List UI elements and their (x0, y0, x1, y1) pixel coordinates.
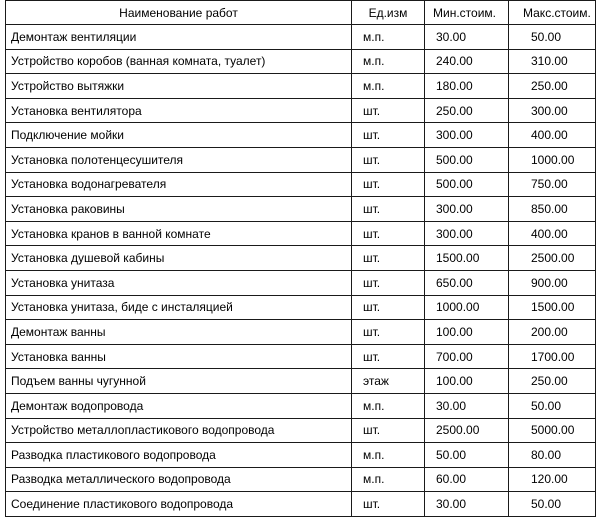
cell-max-price: 50.00 (509, 25, 596, 50)
table-row (6, 147, 596, 172)
cell-max-price: 250.00 (509, 74, 596, 99)
cell-max-price: 1500.00 (509, 295, 596, 320)
cell-work-name: Установка душевой кабины (6, 246, 352, 271)
table-row (6, 197, 596, 222)
cell-work-name: Устройство коробов (ванная комната, туалет) (6, 49, 352, 74)
cell-min-price: 1500.00 (425, 246, 509, 271)
cell-min-price: 30.00 (425, 393, 509, 418)
cell-unit: шт. (352, 246, 425, 271)
table-body (6, 25, 596, 517)
cell-max-price: 300.00 (509, 98, 596, 123)
cell-min-price: 100.00 (425, 369, 509, 394)
cell-min-price: 50.00 (425, 443, 509, 468)
cell-max-price: 120.00 (509, 467, 596, 492)
table-row (6, 246, 596, 271)
cell-max-price: 50.00 (509, 492, 596, 517)
cell-unit: м.п. (352, 393, 425, 418)
cell-min-price: 240.00 (425, 49, 509, 74)
cell-max-price: 1000.00 (509, 147, 596, 172)
cell-max-price: 900.00 (509, 270, 596, 295)
cell-min-price: 500.00 (425, 147, 509, 172)
cell-unit: этаж (352, 369, 425, 394)
cell-max-price: 1700.00 (509, 344, 596, 369)
cell-max-price: 2500.00 (509, 246, 596, 271)
price-table (5, 0, 596, 517)
cell-work-name: Соединение пластикового водопровода (6, 492, 352, 517)
cell-unit: шт. (352, 98, 425, 123)
cell-work-name: Демонтаж вентиляции (6, 25, 352, 50)
header-max-price: Макс.стоим. (509, 1, 596, 25)
cell-min-price: 650.00 (425, 270, 509, 295)
table-row (6, 98, 596, 123)
cell-unit: шт. (352, 344, 425, 369)
cell-min-price: 300.00 (425, 221, 509, 246)
cell-unit: шт. (352, 147, 425, 172)
table-row (6, 320, 596, 345)
header-name: Наименование работ (6, 1, 352, 25)
cell-work-name: Разводка металлического водопровода (6, 467, 352, 492)
header-row (6, 1, 596, 25)
table-row (6, 172, 596, 197)
cell-work-name: Установка полотенцесушителя (6, 147, 352, 172)
cell-unit: шт. (352, 492, 425, 517)
cell-unit: шт. (352, 320, 425, 345)
cell-work-name: Установка кранов в ванной комнате (6, 221, 352, 246)
table-row (6, 74, 596, 99)
price-table-container (5, 0, 595, 521)
cell-min-price: 1000.00 (425, 295, 509, 320)
cell-work-name: Установка водонагревателя (6, 172, 352, 197)
cell-work-name: Устройство металлопластикового водопровода (6, 418, 352, 443)
header-unit: Ед.изм (352, 1, 425, 25)
cell-unit: м.п. (352, 467, 425, 492)
cell-work-name: Подключение мойки (6, 123, 352, 148)
cell-work-name: Установка унитаза (6, 270, 352, 295)
table-row (6, 344, 596, 369)
cell-min-price: 500.00 (425, 172, 509, 197)
cell-unit: м.п. (352, 443, 425, 468)
cell-unit: шт. (352, 270, 425, 295)
cell-min-price: 700.00 (425, 344, 509, 369)
cell-work-name: Демонтаж водопровода (6, 393, 352, 418)
cell-unit: шт. (352, 123, 425, 148)
cell-unit: шт. (352, 221, 425, 246)
table-row (6, 467, 596, 492)
table-header (6, 1, 596, 25)
cell-max-price: 310.00 (509, 49, 596, 74)
cell-work-name: Установка ванны (6, 344, 352, 369)
cell-work-name: Установка вентилятора (6, 98, 352, 123)
cell-max-price: 250.00 (509, 369, 596, 394)
cell-max-price: 80.00 (509, 443, 596, 468)
cell-work-name: Демонтаж ванны (6, 320, 352, 345)
table-row (6, 492, 596, 517)
cell-work-name: Подъем ванны чугунной (6, 369, 352, 394)
cell-max-price: 400.00 (509, 123, 596, 148)
cell-unit: шт. (352, 418, 425, 443)
cell-max-price: 750.00 (509, 172, 596, 197)
cell-min-price: 30.00 (425, 25, 509, 50)
cell-max-price: 400.00 (509, 221, 596, 246)
table-row (6, 393, 596, 418)
table-row (6, 295, 596, 320)
cell-min-price: 250.00 (425, 98, 509, 123)
cell-unit: шт. (352, 197, 425, 222)
cell-min-price: 60.00 (425, 467, 509, 492)
table-row (6, 221, 596, 246)
cell-unit: м.п. (352, 49, 425, 74)
table-row (6, 25, 596, 50)
cell-work-name: Разводка пластикового водопровода (6, 443, 352, 468)
cell-max-price: 5000.00 (509, 418, 596, 443)
cell-max-price: 200.00 (509, 320, 596, 345)
cell-max-price: 850.00 (509, 197, 596, 222)
table-row (6, 49, 596, 74)
cell-min-price: 180.00 (425, 74, 509, 99)
cell-min-price: 300.00 (425, 197, 509, 222)
cell-unit: шт. (352, 172, 425, 197)
table-row (6, 418, 596, 443)
cell-unit: м.п. (352, 74, 425, 99)
cell-min-price: 2500.00 (425, 418, 509, 443)
cell-work-name: Установка раковины (6, 197, 352, 222)
cell-min-price: 100.00 (425, 320, 509, 345)
cell-work-name: Установка унитаза, биде с инсталяцией (6, 295, 352, 320)
cell-max-price: 50.00 (509, 393, 596, 418)
cell-min-price: 300.00 (425, 123, 509, 148)
table-row (6, 270, 596, 295)
cell-work-name: Устройство вытяжки (6, 74, 352, 99)
table-row (6, 443, 596, 468)
cell-unit: м.п. (352, 25, 425, 50)
table-row (6, 369, 596, 394)
header-min-price: Мин.стоим. (425, 1, 509, 25)
cell-unit: шт. (352, 295, 425, 320)
table-row (6, 123, 596, 148)
cell-min-price: 30.00 (425, 492, 509, 517)
